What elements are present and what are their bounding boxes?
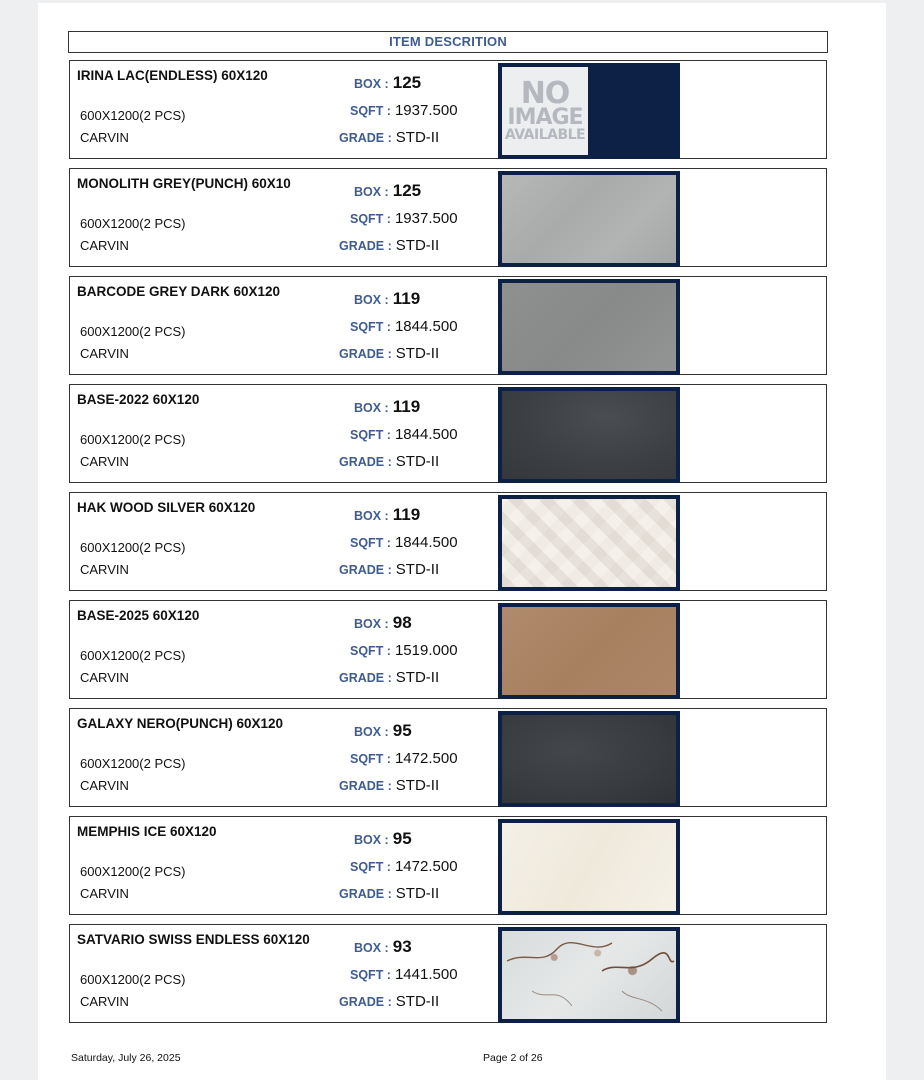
tile-thumbnail [498, 279, 680, 375]
tile-thumbnail [498, 819, 680, 915]
item-row [69, 924, 827, 1023]
tile-thumbnail [498, 387, 680, 483]
grade-label: GRADE : [339, 779, 392, 793]
sqft-label: SQFT : [350, 212, 391, 226]
sqft [350, 318, 458, 335]
box-count [354, 505, 420, 525]
sqft-label: SQFT : [350, 536, 391, 550]
grade [339, 993, 439, 1010]
grade [339, 453, 439, 470]
item-size: 600X1200(2 PCS) [80, 432, 186, 447]
item-row [69, 276, 827, 375]
grade [339, 129, 439, 146]
grade-value: STD-II [395, 345, 440, 362]
box-count [354, 289, 420, 309]
document-page [38, 3, 886, 1080]
item-name: MEMPHIS ICE 60X120 [77, 824, 217, 839]
sqft-label: SQFT : [350, 320, 391, 334]
box-value: 119 [392, 289, 421, 308]
box-value: 93 [392, 937, 412, 956]
item-row [69, 600, 827, 699]
item-name: BASE-2022 60X120 [77, 392, 200, 407]
sqft-value: 1472.500 [394, 858, 458, 875]
box-label: BOX : [354, 185, 389, 199]
no-image-line3: AVAILABLE [504, 127, 586, 144]
box-value: 119 [392, 505, 421, 524]
sqft [350, 102, 458, 119]
sqft [350, 426, 458, 443]
box-label: BOX : [354, 617, 389, 631]
marble-vein-graphic [502, 931, 676, 1019]
item-size: 600X1200(2 PCS) [80, 756, 186, 771]
box-label: BOX : [354, 833, 389, 847]
grade [339, 237, 439, 254]
item-row [69, 492, 827, 591]
sqft [350, 750, 458, 767]
grade-value: STD-II [395, 453, 440, 470]
item-row [69, 816, 827, 915]
box-count [354, 613, 412, 633]
item-name: SATVARIO SWISS ENDLESS 60X120 [77, 932, 310, 947]
item-name: BARCODE GREY DARK 60X120 [77, 284, 281, 299]
item-brand: CARVIN [80, 238, 129, 253]
item-size: 600X1200(2 PCS) [80, 324, 186, 339]
grade-value: STD-II [395, 885, 440, 902]
item-brand: CARVIN [80, 454, 129, 469]
item-size: 600X1200(2 PCS) [80, 972, 186, 987]
box-value: 95 [392, 721, 412, 740]
no-image-line1: NO [520, 75, 570, 111]
item-size: 600X1200(2 PCS) [80, 864, 186, 879]
box-value: 125 [392, 73, 422, 92]
sqft-label: SQFT : [350, 860, 391, 874]
box-value: 119 [392, 397, 421, 416]
sqft-label: SQFT : [350, 752, 391, 766]
sqft [350, 966, 458, 983]
item-size: 600X1200(2 PCS) [80, 216, 186, 231]
sqft-value: 1519.000 [394, 642, 458, 659]
box-label: BOX : [354, 77, 389, 91]
grade-label: GRADE : [339, 347, 392, 361]
grade-label: GRADE : [339, 239, 392, 253]
grade-label: GRADE : [339, 887, 392, 901]
item-brand: CARVIN [80, 670, 129, 685]
box-value: 95 [392, 829, 412, 848]
tile-thumbnail [498, 495, 680, 591]
item-size: 600X1200(2 PCS) [80, 540, 186, 555]
no-image-placeholder-icon [502, 67, 588, 155]
footer-date: Saturday, July 26, 2025 [71, 1052, 181, 1064]
grade-value: STD-II [395, 993, 440, 1010]
box-count [354, 829, 412, 849]
no-image-thumbnail [498, 63, 680, 159]
box-value: 98 [392, 613, 412, 632]
sqft [350, 210, 458, 227]
sqft [350, 858, 458, 875]
sqft-value: 1937.500 [394, 102, 458, 119]
tile-thumbnail [498, 603, 680, 699]
item-brand: CARVIN [80, 886, 129, 901]
sqft-label: SQFT : [350, 644, 391, 658]
grade-label: GRADE : [339, 671, 392, 685]
grade-label: GRADE : [339, 995, 392, 1009]
sqft [350, 642, 458, 659]
item-brand: CARVIN [80, 778, 129, 793]
tile-thumbnail [498, 927, 680, 1023]
item-size: 600X1200(2 PCS) [80, 108, 186, 123]
tile-thumbnail [498, 711, 680, 807]
grade-label: GRADE : [339, 563, 392, 577]
sqft-value: 1472.500 [394, 750, 458, 767]
grade-value: STD-II [395, 561, 440, 578]
box-label: BOX : [354, 293, 389, 307]
footer-page-number: Page 2 of 26 [483, 1052, 543, 1064]
item-description-header: ITEM DESCRITION [68, 31, 828, 53]
box-label: BOX : [354, 509, 389, 523]
box-label: BOX : [354, 401, 389, 415]
grade-value: STD-II [395, 777, 440, 794]
box-count [354, 181, 421, 201]
box-label: BOX : [354, 725, 389, 739]
grade [339, 345, 439, 362]
grade-label: GRADE : [339, 455, 392, 469]
item-name: MONOLITH GREY(PUNCH) 60X10 [77, 176, 291, 191]
item-name: HAK WOOD SILVER 60X120 [77, 500, 256, 515]
tile-thumbnail [498, 171, 680, 267]
item-brand: CARVIN [80, 130, 129, 145]
box-count [354, 73, 421, 93]
sqft-value: 1844.500 [394, 426, 458, 443]
box-value: 125 [392, 181, 422, 200]
grade-value: STD-II [395, 237, 440, 254]
box-label: BOX : [354, 941, 389, 955]
item-name: BASE-2025 60X120 [77, 608, 200, 623]
item-brand: CARVIN [80, 562, 129, 577]
grade [339, 777, 439, 794]
grade-value: STD-II [395, 129, 440, 146]
grade-value: STD-II [395, 669, 440, 686]
grade [339, 561, 439, 578]
box-count [354, 397, 420, 417]
item-name: GALAXY NERO(PUNCH) 60X120 [77, 716, 284, 731]
sqft-value: 1441.500 [394, 966, 458, 983]
sqft-value: 1937.500 [394, 210, 458, 227]
item-row [69, 708, 827, 807]
item-brand: CARVIN [80, 346, 129, 361]
grade [339, 885, 439, 902]
item-row [69, 384, 827, 483]
item-name: IRINA LAC(ENDLESS) 60X120 [77, 68, 268, 83]
box-count [354, 721, 412, 741]
sqft [350, 534, 458, 551]
no-image-line2: IMAGE [507, 105, 583, 131]
item-row [69, 60, 827, 159]
sqft-label: SQFT : [350, 428, 391, 442]
item-brand: CARVIN [80, 994, 129, 1009]
grade [339, 669, 439, 686]
grade-label: GRADE : [339, 131, 392, 145]
box-count [354, 937, 412, 957]
sqft-value: 1844.500 [394, 534, 458, 551]
sqft-label: SQFT : [350, 968, 391, 982]
sqft-value: 1844.500 [394, 318, 458, 335]
item-row [69, 168, 827, 267]
sqft-label: SQFT : [350, 104, 391, 118]
item-size: 600X1200(2 PCS) [80, 648, 186, 663]
